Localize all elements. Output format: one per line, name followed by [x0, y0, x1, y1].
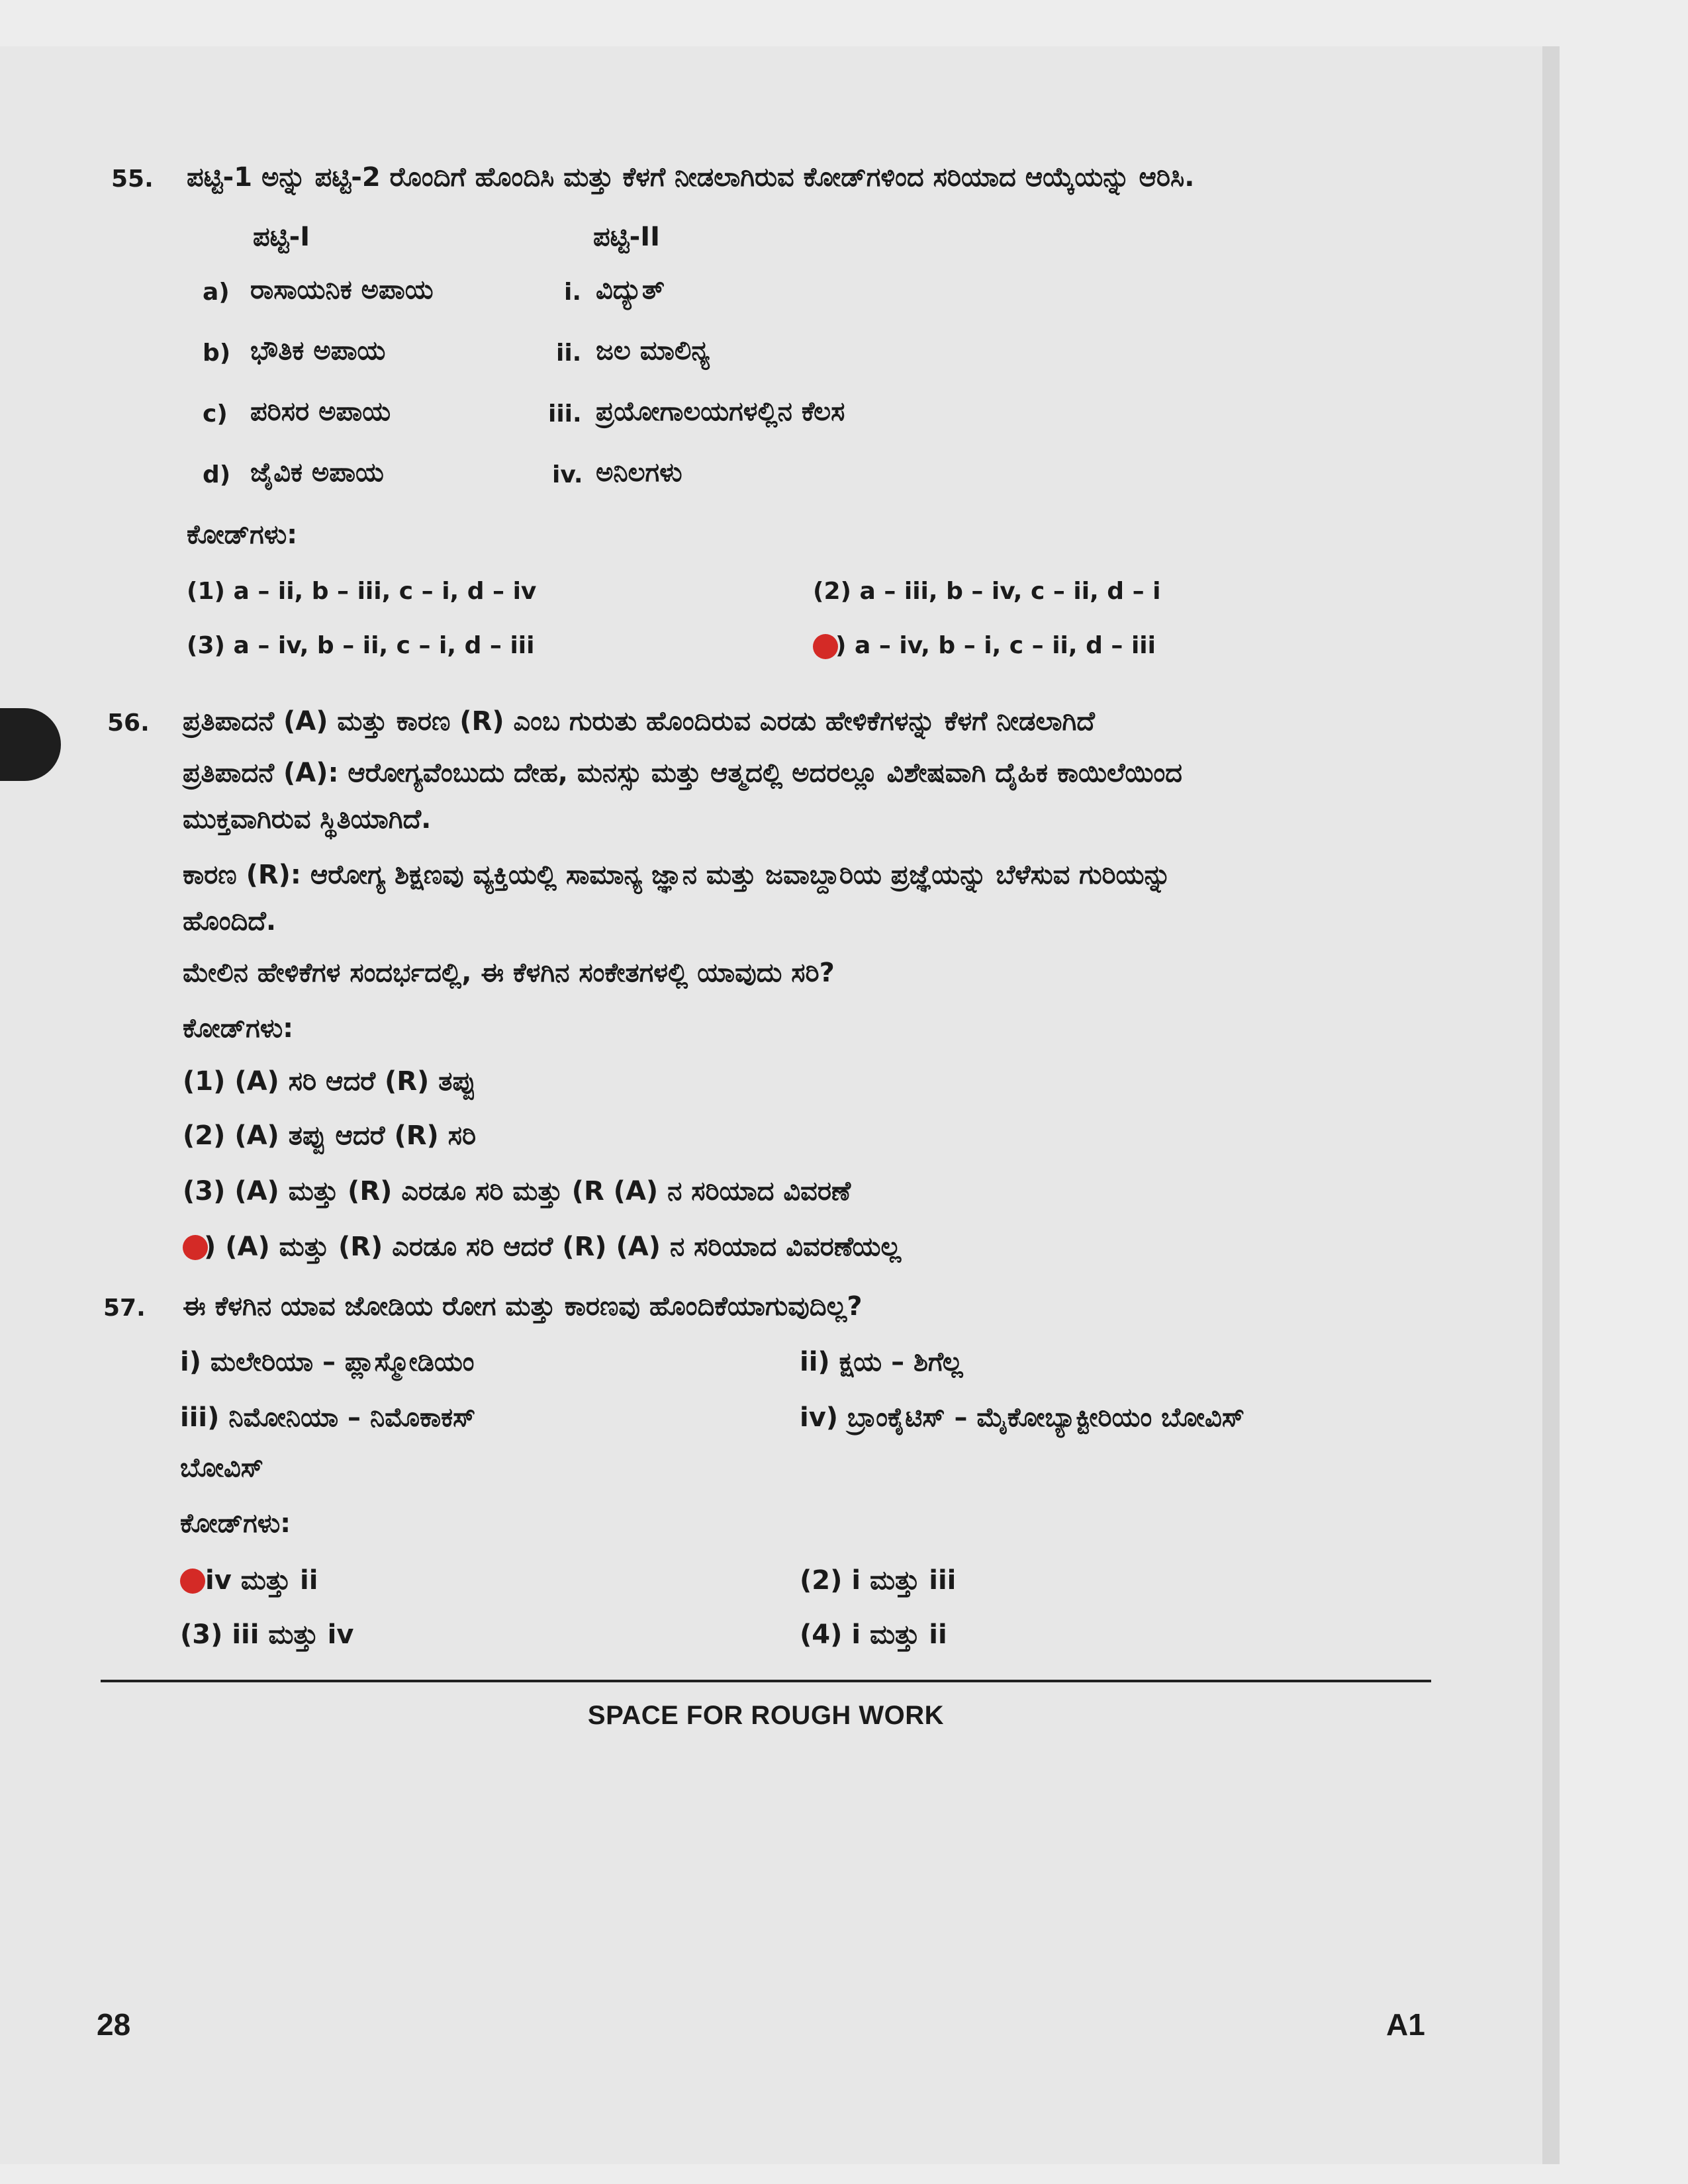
- option-3[interactable]: (3) iii ಮತ್ತು iv: [180, 1619, 354, 1650]
- question-intro: ಪ್ರತಿಪಾದನೆ (A) ಮತ್ತು ಕಾರಣ (R) ಎಂಬ ಗುರುತು ಹೊಂದಿರುವ ಎರಡು ಹೇಳಿಕೆಗಳನ್ನು ಕೆಳಗೆ ನೀಡಲಾಗಿದೆ: [183, 706, 1095, 737]
- list1-item: ಪರಿಸರ ಅಪಾಯ: [250, 396, 391, 427]
- list1-item: ಭೌತಿಕ ಅಪಾಯ: [250, 336, 386, 366]
- list1-key: b): [203, 340, 231, 367]
- list2-item: ಜಲ ಮಾಲಿನ್ಯ: [596, 336, 710, 366]
- reason-text: ಕಾರಣ (R): ಆರೋಗ್ಯ ಶಿಕ್ಷಣವು ವ್ಯಕ್ತಿಯಲ್ಲಿ ಸಾಮಾನ್ಯ ಜ್ಞಾನ ಮತ್ತು ಜವಾಬ್ದಾರಿಯ ಪ್ರಜ್ಞೆಯನ್ನು ಬೆಳೆಸುವ ಗುರಿಯನ್ನು: [183, 860, 1171, 890]
- option-3[interactable]: (3) (A) ಮತ್ತು (R) ಎರಡೂ ಸರಿ ಮತ್ತು (R (A) ನ ಸರಿಯಾದ ವಿವರಣೆ: [183, 1176, 851, 1206]
- codes-label: ಕೋಡ್‌ಗಳು:: [187, 520, 298, 550]
- assertion-text: ಪ್ರತಿಪಾದನೆ (A): ಆರೋಗ್ಯವೆಂಬುದು ದೇಹ, ಮನಸ್ಸು ಮತ್ತು ಆತ್ಮದಲ್ಲಿ ಅದರಲ್ಲೂ ವಿಶೇಷವಾಗಿ ದೈಹಿಕ ಕಾಯಿಲೆಯಿಂದ: [183, 758, 1183, 788]
- pair-item-cont: ಬೋವಿಸ್: [180, 1453, 263, 1483]
- pair-item: iii) ನಿಮೋನಿಯಾ – ನಿಮೊಕಾಕಸ್: [180, 1402, 476, 1433]
- pair-item: ii) ಕ್ಷಯ – ಶಿಗೆಲ್ಲ: [800, 1347, 963, 1377]
- question-number: 55.: [111, 165, 154, 193]
- codes-label: ಕೋಡ್‌ಗಳು:: [183, 1013, 294, 1044]
- option-4[interactable]: ) (A) ಮತ್ತು (R) ಎರಡೂ ಸರಿ ಆದರೆ (R) (A) ನ ಸರಿಯಾದ ವಿವರಣೆಯಲ್ಲ: [204, 1232, 902, 1262]
- option-4[interactable]: (4) i ಮತ್ತು ii: [800, 1619, 947, 1650]
- codes-label: ಕೋಡ್‌ಗಳು:: [180, 1508, 291, 1539]
- list2-key: iv.: [552, 461, 583, 488]
- paper-edge: [1542, 46, 1560, 2164]
- list2-item: ಪ್ರಯೋಗಾಲಯಗಳಲ್ಲಿನ ಕೆಲಸ: [596, 396, 845, 427]
- answer-mark-dot: [180, 1569, 205, 1594]
- rough-work-label: SPACE FOR ROUGH WORK: [587, 1701, 945, 1730]
- option-3[interactable]: (3) a – iv, b – ii, c – i, d – iii: [187, 632, 535, 659]
- question-number: 57.: [103, 1295, 146, 1322]
- question-text: ಪಟ್ಟಿ-1 ಅನ್ನು ಪಟ್ಟಿ-2 ರೊಂದಿಗೆ ಹೊಂದಿಸಿ ಮತ್ತು ಕೆಳಗೆ ನೀಡಲಾಗಿರುವ ಕೋಡ್‌ಗಳಿಂದ ಸರಿಯಾದ ಆಯ್ಕೆಯನ್ನು ಆರಿಸಿ.: [187, 162, 1195, 193]
- list2-key: i.: [564, 279, 582, 306]
- list2-item: ವಿದ್ಯುತ್: [596, 275, 665, 305]
- booklet-code: A1: [1386, 2007, 1425, 2042]
- option-2[interactable]: (2) (A) ತಪ್ಪು ಆದರೆ (R) ಸರಿ: [183, 1120, 477, 1151]
- question-text: ಮೇಲಿನ ಹೇಳಿಕೆಗಳ ಸಂದರ್ಭದಲ್ಲಿ, ಈ ಕೆಳಗಿನ ಸಂಕೇತಗಳಲ್ಲಿ ಯಾವುದು ಸರಿ?: [183, 958, 835, 988]
- assertion-text-cont: ಮುಕ್ತವಾಗಿರುವ ಸ್ಥಿತಿಯಾಗಿದೆ.: [183, 804, 432, 835]
- list2-key: iii.: [548, 400, 582, 428]
- option-2[interactable]: (2) i ಮತ್ತು iii: [800, 1565, 957, 1596]
- option-1[interactable]: (1) a – ii, b – iii, c – i, d – iv: [187, 578, 537, 605]
- list1-heading: ಪಟ್ಟಿ-I: [253, 222, 310, 252]
- reason-text-cont: ಹೊಂದಿದೆ.: [183, 906, 277, 936]
- option-4[interactable]: ) a – iv, b – i, c – ii, d – iii: [835, 632, 1156, 659]
- option-2[interactable]: (2) a – iii, b – iv, c – ii, d – i: [813, 578, 1161, 605]
- list1-item: ಜೈವಿಕ ಅಪಾಯ: [250, 457, 384, 488]
- page-number: 28: [97, 2007, 131, 2042]
- divider-rule: [101, 1680, 1431, 1682]
- answer-mark-dot: [813, 634, 838, 659]
- list2-key: ii.: [556, 340, 582, 367]
- paper-sheet: [0, 46, 1542, 2164]
- list1-key: c): [203, 400, 228, 428]
- option-1[interactable]: iv ಮತ್ತು ii: [205, 1565, 318, 1596]
- pair-item: iv) ಬ್ರಾಂಕೈಟಿಸ್ – ಮೈಕೋಬ್ಯಾಕ್ಟೀರಿಯಂ ಬೋವಿಸ್: [800, 1402, 1245, 1433]
- list1-key: a): [203, 279, 230, 306]
- question-text: ಈ ಕೆಳಗಿನ ಯಾವ ಜೋಡಿಯ ರೋಗ ಮತ್ತು ಕಾರಣವು ಹೊಂದಿಕೆಯಾಗುವುದಿಲ್ಲ?: [183, 1291, 863, 1322]
- list2-heading: ಪಟ್ಟಿ-II: [593, 222, 661, 252]
- list2-item: ಅನಿಲಗಳು: [596, 457, 682, 488]
- pair-item: i) ಮಲೇರಿಯಾ – ಪ್ಲಾಸ್ಮೋಡಿಯಂ: [180, 1347, 475, 1377]
- list1-key: d): [203, 461, 231, 488]
- option-1[interactable]: (1) (A) ಸರಿ ಆದರೆ (R) ತಪ್ಪು: [183, 1066, 477, 1097]
- list1-item: ರಾಸಾಯನಿಕ ಅಪಾಯ: [250, 275, 434, 305]
- question-number: 56.: [107, 709, 150, 737]
